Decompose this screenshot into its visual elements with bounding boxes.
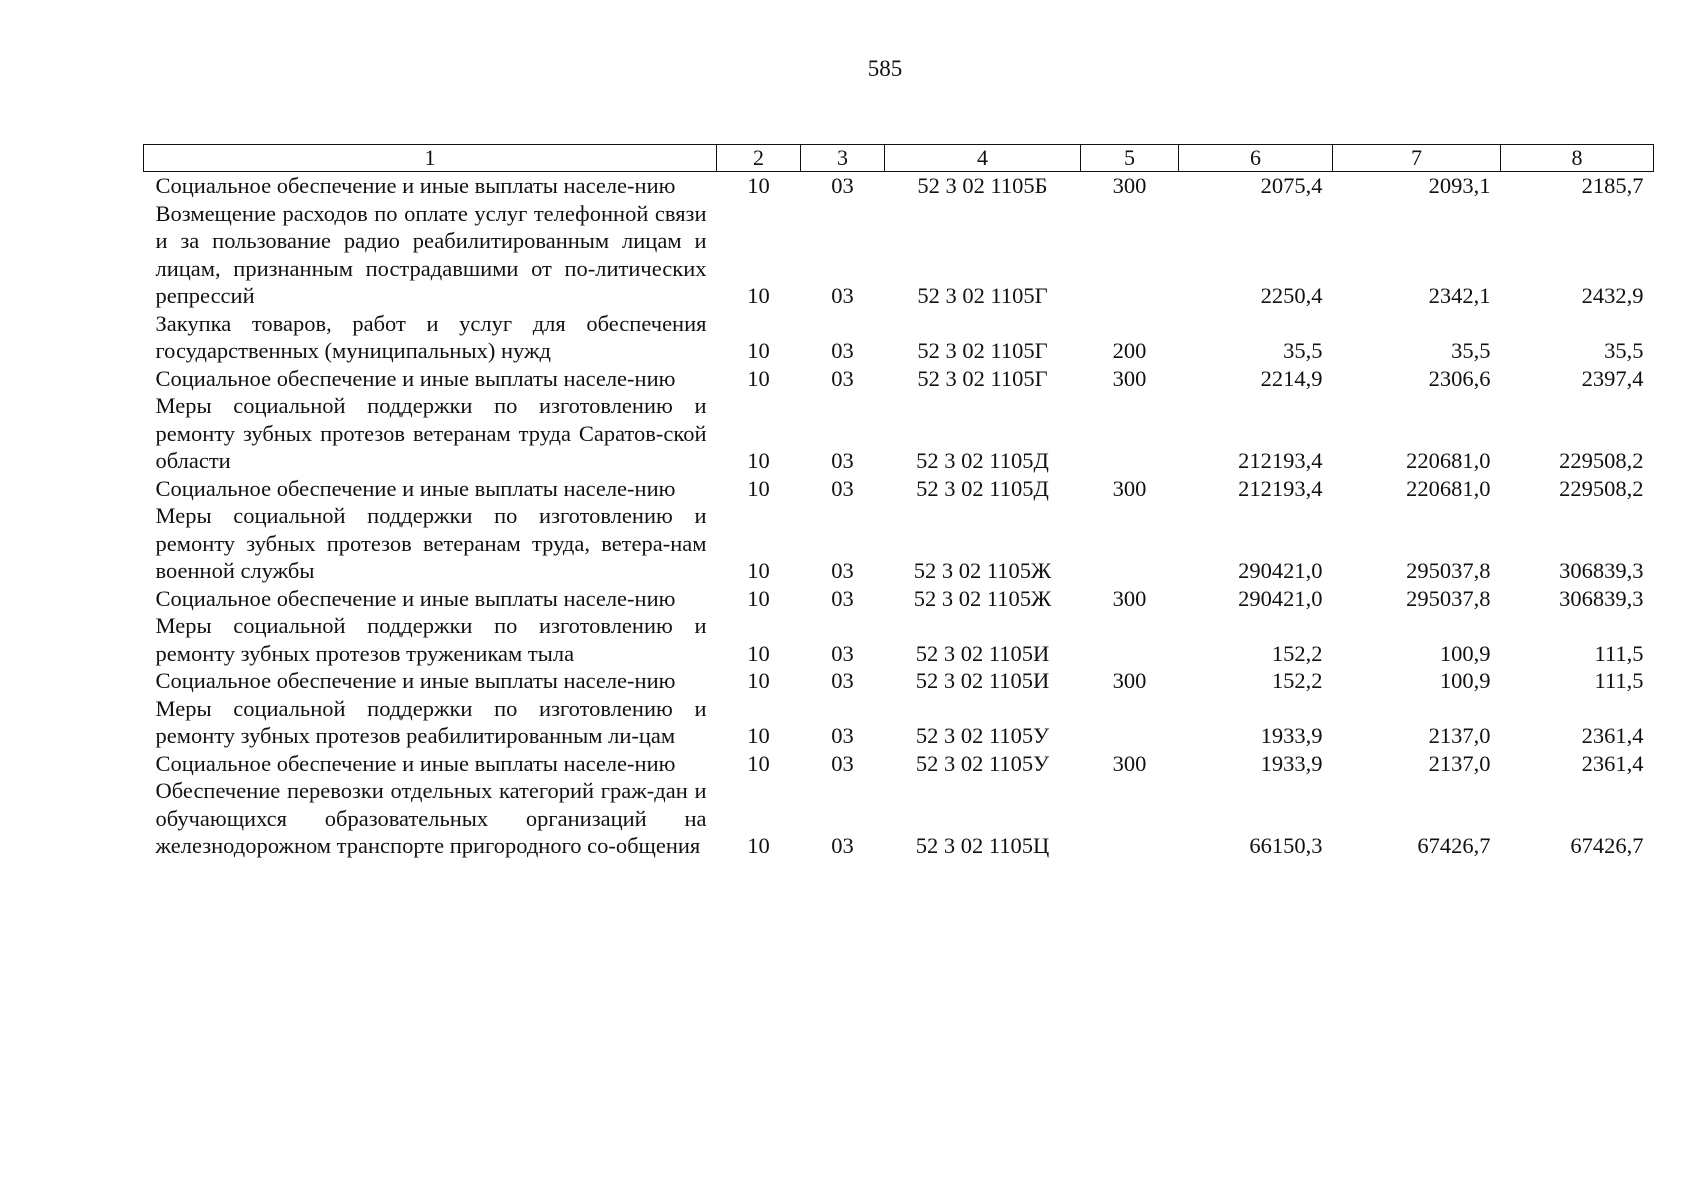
row-amount-year-3: 2432,9: [1581, 283, 1644, 308]
row-description: Меры социальной поддержки по изготовлению и ремонту зубных протезов труженикам тыла: [155, 613, 707, 666]
row-description: Меры социальной поддержки по изготовлению и ремонту зубных протезов ветеранам труда, ветера-нам военной службы: [155, 503, 707, 583]
row-description: Меры социальной поддержки по изготовлению и ремонту зубных протезов ветеранам труда Саратов-ской области: [155, 393, 707, 473]
row-amount-year-1: 290421,0: [1238, 558, 1323, 583]
row-expense-type: [1081, 502, 1179, 585]
row-target-article: 52 3 02 1105Г: [917, 283, 1048, 308]
row-subsection-code: 03: [831, 833, 854, 858]
row-amount-year-1: 290421,0: [1238, 585, 1323, 611]
row-amount-year-3: 306839,3: [1559, 558, 1644, 583]
row-subsection-code: 03: [831, 750, 854, 776]
row-amount-year-2: 220681,0: [1406, 448, 1491, 473]
row-amount-year-1: 66150,3: [1249, 833, 1323, 858]
row-description: Меры социальной поддержки по изготовлению и ремонту зубных протезов реабилитированным ли-цам: [155, 695, 707, 748]
row-section-code: 10: [747, 558, 770, 583]
row-amount-year-1: 35,5: [1283, 338, 1323, 363]
row-target-article: 52 3 02 1105Г: [917, 338, 1048, 363]
row-amount-year-1: 2250,4: [1260, 283, 1323, 308]
page-number: 585: [867, 56, 903, 81]
table-row: [144, 172, 1654, 200]
row-target-article: 52 3 02 1105У: [915, 750, 1050, 776]
row-target-article: 52 3 02 1105Ж: [913, 585, 1052, 611]
row-subsection-code: 03: [831, 173, 854, 198]
row-subsection-code: 03: [831, 338, 854, 363]
table-row: [144, 695, 1654, 750]
row-target-article: 52 3 02 1105И: [915, 668, 1050, 693]
row-target-article: 52 3 02 1105Д: [916, 448, 1049, 473]
table-row: [144, 200, 1654, 310]
row-amount-year-3: 2361,4: [1581, 750, 1644, 776]
row-amount-year-1: 152,2: [1271, 668, 1323, 693]
table-row: [144, 667, 1654, 695]
row-amount-year-2: 67426,7: [1417, 833, 1491, 858]
row-amount-year-1: 2075,4: [1260, 173, 1323, 198]
row-amount-year-1: 1933,9: [1260, 750, 1323, 776]
row-amount-year-3: 229508,2: [1559, 475, 1644, 501]
column-header: 4: [885, 145, 1081, 172]
table-row: [144, 750, 1654, 778]
row-amount-year-2: 35,5: [1451, 338, 1491, 363]
row-description: Закупка товаров, работ и услуг для обеспечения государственных (муниципальных) нужд: [155, 310, 707, 363]
row-amount-year-3: 229508,2: [1559, 448, 1644, 473]
row-amount-year-2: 295037,8: [1406, 585, 1491, 611]
row-amount-year-1: 2214,9: [1260, 365, 1323, 391]
row-expense-type: [1081, 777, 1179, 860]
row-subsection-code: 03: [831, 475, 854, 501]
row-subsection-code: 03: [831, 585, 854, 611]
row-amount-year-2: 2342,1: [1428, 283, 1491, 308]
row-target-article: 52 3 02 1105Б: [917, 173, 1048, 198]
row-amount-year-2: 295037,8: [1406, 558, 1491, 583]
column-header: 1: [144, 145, 717, 172]
row-description: Возмещение расходов по оплате услуг телефонной связи и за пользование радио реабилитированным лицам и лицам, признанным пострадавшими от по-литических репрессий: [155, 200, 707, 308]
row-amount-year-3: 2361,4: [1581, 723, 1644, 748]
row-expense-type: 300: [1112, 585, 1147, 611]
row-section-code: 10: [747, 338, 770, 363]
row-subsection-code: 03: [831, 558, 854, 583]
row-subsection-code: 03: [831, 365, 854, 391]
row-description: Социальное обеспечение и иные выплаты населе-нию: [155, 585, 676, 611]
row-expense-type: 300: [1112, 750, 1147, 776]
row-target-article: 52 3 02 1105Г: [917, 365, 1048, 391]
row-subsection-code: 03: [831, 723, 854, 748]
table-header-row: [144, 145, 1654, 172]
row-expense-type: 300: [1112, 668, 1147, 693]
row-section-code: 10: [747, 750, 770, 776]
column-header: 7: [1333, 145, 1501, 172]
column-header: 6: [1179, 145, 1333, 172]
row-section-code: 10: [747, 833, 770, 858]
row-amount-year-3: 111,5: [1594, 668, 1644, 693]
column-header: 2: [717, 145, 801, 172]
row-amount-year-2: 2137,0: [1428, 750, 1491, 776]
row-amount-year-3: 2185,7: [1581, 173, 1644, 198]
row-target-article: 52 3 02 1105У: [915, 723, 1050, 748]
row-subsection-code: 03: [831, 448, 854, 473]
row-subsection-code: 03: [831, 668, 854, 693]
row-section-code: 10: [747, 365, 770, 391]
row-amount-year-3: 67426,7: [1570, 833, 1644, 858]
row-expense-type: 200: [1112, 338, 1147, 363]
row-amount-year-1: 212193,4: [1238, 448, 1323, 473]
row-description: Социальное обеспечение и иные выплаты населе-нию: [155, 173, 676, 198]
column-header: 8: [1501, 145, 1654, 172]
table-row: [144, 502, 1654, 585]
row-expense-type: [1081, 392, 1179, 475]
row-amount-year-2: 2137,0: [1428, 723, 1491, 748]
column-header: 3: [801, 145, 885, 172]
row-expense-type: [1081, 612, 1179, 667]
row-amount-year-1: 152,2: [1271, 640, 1323, 666]
row-section-code: 10: [747, 283, 770, 308]
row-amount-year-2: 220681,0: [1406, 475, 1491, 501]
row-description: Социальное обеспечение и иные выплаты населе-нию: [155, 668, 676, 693]
row-target-article: 52 3 02 1105Ц: [915, 833, 1050, 858]
row-target-article: 52 3 02 1105Ж: [913, 558, 1052, 583]
row-expense-type: 300: [1112, 173, 1147, 198]
row-section-code: 10: [747, 448, 770, 473]
row-description: Социальное обеспечение и иные выплаты населе-нию: [155, 475, 676, 501]
row-target-article: 52 3 02 1105И: [915, 640, 1050, 666]
row-amount-year-2: 2306,6: [1428, 365, 1491, 391]
row-amount-year-2: 100,9: [1439, 668, 1491, 693]
table-row: [144, 365, 1654, 393]
table-row: [144, 392, 1654, 475]
table-row: [144, 310, 1654, 365]
table-row: [144, 777, 1654, 860]
row-section-code: 10: [747, 173, 770, 198]
column-header: 5: [1081, 145, 1179, 172]
row-amount-year-2: 100,9: [1439, 640, 1491, 666]
row-amount-year-3: 111,5: [1594, 640, 1644, 666]
row-section-code: 10: [747, 640, 770, 666]
row-section-code: 10: [747, 585, 770, 611]
row-subsection-code: 03: [831, 640, 854, 666]
row-description: Обеспечение перевозки отдельных категорий граж-дан и обучающихся образовательных организаций на железнодорожном транспорте пригородного со-общения: [155, 778, 707, 858]
row-section-code: 10: [747, 668, 770, 693]
row-amount-year-3: 2397,4: [1581, 365, 1644, 391]
row-description: Социальное обеспечение и иные выплаты населе-нию: [155, 365, 676, 391]
table-row: [144, 585, 1654, 613]
row-target-article: 52 3 02 1105Д: [916, 475, 1049, 501]
row-section-code: 10: [747, 475, 770, 501]
row-expense-type: [1081, 695, 1179, 750]
row-amount-year-3: 306839,3: [1559, 585, 1644, 611]
row-section-code: 10: [747, 723, 770, 748]
table-row: [144, 475, 1654, 503]
row-amount-year-1: 212193,4: [1238, 475, 1323, 501]
row-expense-type: 300: [1112, 475, 1147, 501]
row-amount-year-1: 1933,9: [1260, 723, 1323, 748]
row-description: Социальное обеспечение и иные выплаты населе-нию: [155, 750, 676, 776]
row-expense-type: 300: [1112, 365, 1147, 391]
row-amount-year-2: 2093,1: [1428, 173, 1491, 198]
row-amount-year-3: 35,5: [1604, 338, 1644, 363]
budget-table: [143, 144, 1654, 860]
table-row: [144, 612, 1654, 667]
row-expense-type: [1081, 200, 1179, 310]
row-subsection-code: 03: [831, 283, 854, 308]
